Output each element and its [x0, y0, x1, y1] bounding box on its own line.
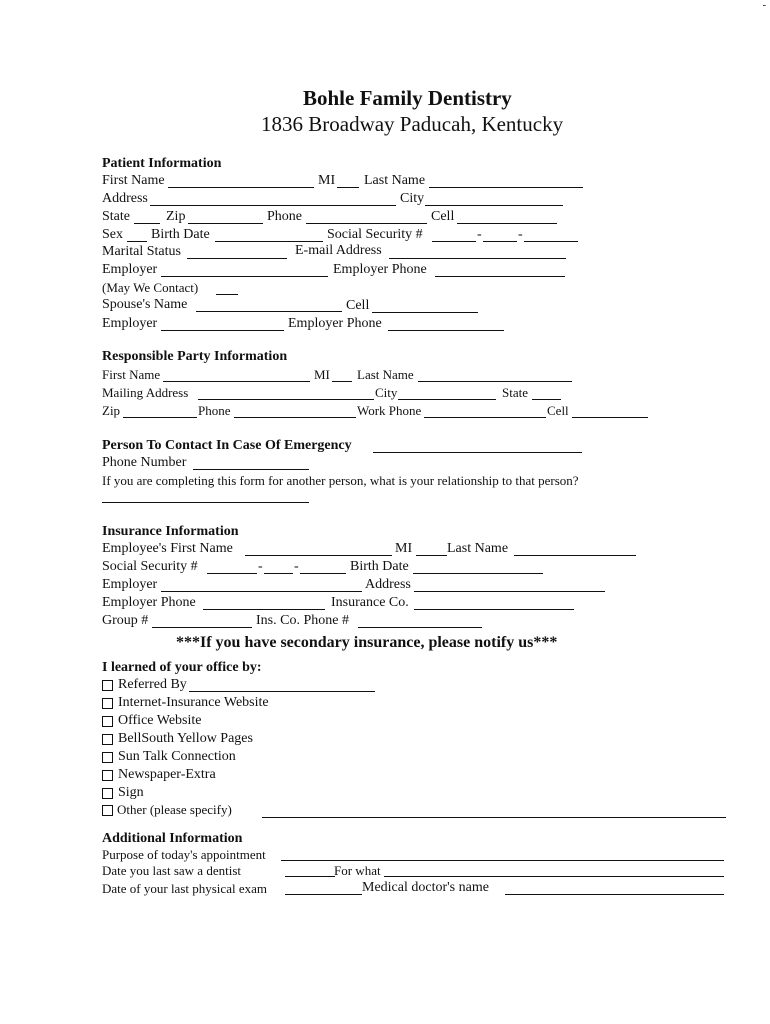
- spouse-name-field[interactable]: [196, 311, 342, 312]
- doctor-field[interactable]: [505, 894, 724, 895]
- last-physical-field[interactable]: [285, 894, 362, 895]
- learned-heading: I learned of your office by:: [102, 660, 262, 675]
- insurance-group-field[interactable]: [152, 627, 252, 628]
- insurance-birth-date-label: Birth Date: [350, 559, 409, 574]
- yellow-pages-checkbox[interactable]: [102, 734, 113, 745]
- internet-label: Internet-Insurance Website: [118, 695, 269, 710]
- patient-may-contact-label: (May We Contact): [102, 280, 199, 295]
- insurance-mi-label: MI: [395, 541, 413, 556]
- responsible-heading: Responsible Party Information: [102, 349, 288, 364]
- patient-ssn-dash-1: -: [477, 227, 482, 242]
- corner-mark: -: [762, 0, 766, 11]
- sun-talk-checkbox[interactable]: [102, 752, 113, 763]
- spouse-employer-field[interactable]: [161, 330, 284, 331]
- emergency-heading: Person To Contact In Case Of Emergency: [102, 438, 352, 453]
- patient-phone-label: Phone: [267, 209, 302, 224]
- last-dentist-label: Date you last saw a dentist: [102, 863, 241, 878]
- insurance-ssn-field-2[interactable]: [264, 573, 293, 574]
- insurance-ssn-dash-2: -: [294, 559, 299, 574]
- sign-label: Sign: [118, 785, 144, 800]
- practice-name: Bohle Family Dentistry: [303, 86, 512, 110]
- responsible-city-label: City: [375, 385, 398, 400]
- patient-birth-date-field[interactable]: [215, 241, 323, 242]
- doctor-label: Medical doctor's name: [362, 880, 489, 895]
- spouse-name-label: Spouse's Name: [102, 297, 188, 312]
- insurance-ssn-field-3[interactable]: [300, 573, 346, 574]
- patient-first-name-field[interactable]: [168, 187, 314, 188]
- insurance-address-field[interactable]: [414, 591, 605, 592]
- practice-address: 1836 Broadway Paducah, Kentucky: [261, 112, 564, 136]
- patient-ssn-label: Social Security #: [327, 227, 423, 242]
- insurance-employer-field[interactable]: [161, 591, 362, 592]
- spouse-cell-label: Cell: [346, 298, 370, 313]
- additional-heading: Additional Information: [102, 831, 243, 846]
- patient-ssn-dash-2: -: [518, 227, 523, 242]
- patient-email-label: E-mail Address: [295, 243, 382, 258]
- patient-last-name-label: Last Name: [364, 173, 426, 188]
- other-label: Other (please specify): [117, 802, 232, 817]
- responsible-mailing-field[interactable]: [198, 399, 374, 400]
- patient-city-label: City: [400, 191, 425, 206]
- responsible-cell-field[interactable]: [572, 417, 648, 418]
- patient-city-field[interactable]: [425, 205, 563, 206]
- responsible-city-field[interactable]: [398, 399, 496, 400]
- patient-sex-field[interactable]: [127, 241, 147, 242]
- spouse-employer-phone-label: Employer Phone: [288, 316, 382, 331]
- insurance-employer-label: Employer: [102, 577, 158, 592]
- responsible-phone-label: Phone: [198, 403, 231, 418]
- insurance-heading: Insurance Information: [102, 524, 239, 539]
- office-website-checkbox[interactable]: [102, 716, 113, 727]
- patient-mi-label: MI: [318, 173, 336, 188]
- insurance-birth-date-field[interactable]: [413, 573, 543, 574]
- patient-birth-date-label: Birth Date: [151, 227, 210, 242]
- patient-first-name-label: First Name: [102, 173, 165, 188]
- responsible-mailing-label: Mailing Address: [102, 385, 189, 400]
- patient-last-name-field[interactable]: [429, 187, 583, 188]
- yellow-pages-label: BellSouth Yellow Pages: [118, 731, 253, 746]
- insurance-co-label: Insurance Co.: [331, 595, 409, 610]
- emergency-phone-field[interactable]: [193, 469, 309, 470]
- patient-heading: Patient Information: [102, 156, 222, 171]
- insurance-ssn-label: Social Security #: [102, 559, 198, 574]
- insurance-emp-first-field[interactable]: [245, 555, 392, 556]
- purpose-field[interactable]: [281, 860, 724, 861]
- responsible-last-name-label: Last Name: [357, 367, 414, 382]
- insurance-co-field[interactable]: [414, 609, 574, 610]
- patient-ssn-field-1[interactable]: [432, 241, 476, 242]
- spouse-cell-field[interactable]: [372, 312, 478, 313]
- internet-checkbox[interactable]: [102, 698, 113, 709]
- newspaper-checkbox[interactable]: [102, 770, 113, 781]
- insurance-employer-phone-label: Employer Phone: [102, 595, 196, 610]
- patient-employer-label: Employer: [102, 262, 158, 277]
- patient-marital-field[interactable]: [187, 258, 287, 259]
- insurance-mi-field[interactable]: [416, 555, 447, 556]
- patient-zip-label: Zip: [166, 209, 186, 224]
- referred-label: Referred By: [118, 677, 187, 692]
- for-what-label: For what: [334, 863, 381, 878]
- patient-ssn-field-2[interactable]: [483, 241, 517, 242]
- responsible-last-name-field[interactable]: [418, 381, 572, 382]
- insurance-phone-field[interactable]: [358, 627, 482, 628]
- patient-mi-field[interactable]: [337, 187, 359, 188]
- for-what-field[interactable]: [384, 876, 724, 877]
- sign-checkbox[interactable]: [102, 788, 113, 799]
- responsible-cell-label: Cell: [547, 403, 569, 418]
- patient-employer-phone-field[interactable]: [435, 276, 565, 277]
- patient-zip-field[interactable]: [188, 223, 263, 224]
- responsible-phone-field[interactable]: [234, 417, 356, 418]
- patient-state-field[interactable]: [134, 223, 160, 224]
- responsible-first-name-field[interactable]: [163, 381, 310, 382]
- insurance-group-label: Group #: [102, 613, 149, 628]
- newspaper-label: Newspaper-Extra: [118, 767, 216, 782]
- responsible-first-name-label: First Name: [102, 367, 161, 382]
- patient-ssn-field-3[interactable]: [524, 241, 578, 242]
- responsible-work-phone-label: Work Phone: [357, 403, 422, 418]
- patient-cell-field[interactable]: [457, 223, 557, 224]
- referred-checkbox[interactable]: [102, 680, 113, 691]
- other-specify-field[interactable]: [262, 817, 726, 818]
- responsible-state-label: State: [502, 385, 528, 400]
- spouse-employer-label: Employer: [102, 316, 158, 331]
- patient-phone-field[interactable]: [306, 223, 427, 224]
- patient-employer-phone-label: Employer Phone: [333, 262, 427, 277]
- emergency-phone-label: Phone Number: [102, 455, 187, 470]
- patient-sex-label: Sex: [102, 227, 123, 242]
- responsible-work-phone-field[interactable]: [424, 417, 546, 418]
- last-dentist-field[interactable]: [285, 876, 335, 877]
- responsible-zip-field[interactable]: [123, 417, 197, 418]
- insurance-last-name-field[interactable]: [514, 555, 636, 556]
- secondary-insurance-notice: ***If you have secondary insurance, please notify us***: [176, 634, 558, 651]
- spouse-employer-phone-field[interactable]: [388, 330, 504, 331]
- referred-by-field[interactable]: [189, 691, 375, 692]
- purpose-label: Purpose of today's appointment: [102, 847, 266, 862]
- emergency-contact-field[interactable]: [373, 452, 582, 453]
- insurance-address-label: Address: [365, 577, 411, 592]
- insurance-employer-phone-field[interactable]: [203, 609, 325, 610]
- sun-talk-label: Sun Talk Connection: [118, 749, 236, 764]
- patient-email-field[interactable]: [389, 258, 566, 259]
- insurance-ssn-dash-1: -: [258, 559, 263, 574]
- insurance-emp-first-label: Employee's First Name: [102, 541, 233, 556]
- patient-may-contact-field[interactable]: [216, 294, 238, 295]
- responsible-mi-label: MI: [314, 367, 330, 382]
- patient-address-label: Address: [102, 191, 148, 206]
- patient-state-label: State: [102, 209, 130, 224]
- patient-employer-field[interactable]: [161, 276, 328, 277]
- insurance-last-name-label: Last Name: [447, 541, 509, 556]
- insurance-phone-label: Ins. Co. Phone #: [256, 613, 349, 628]
- office-website-label: Office Website: [118, 713, 202, 728]
- relationship-field[interactable]: [102, 502, 309, 503]
- patient-marital-label: Marital Status: [102, 244, 181, 259]
- insurance-ssn-field-1[interactable]: [207, 573, 257, 574]
- responsible-state-field[interactable]: [532, 399, 561, 400]
- other-checkbox[interactable]: [102, 805, 113, 816]
- patient-cell-label: Cell: [431, 209, 455, 224]
- patient-address-field[interactable]: [150, 205, 396, 206]
- responsible-mi-field[interactable]: [332, 381, 352, 382]
- responsible-zip-label: Zip: [102, 403, 121, 418]
- last-physical-label: Date of your last physical exam: [102, 881, 267, 896]
- relationship-question: If you are completing this form for another person, what is your relationship to that person?: [102, 473, 579, 488]
